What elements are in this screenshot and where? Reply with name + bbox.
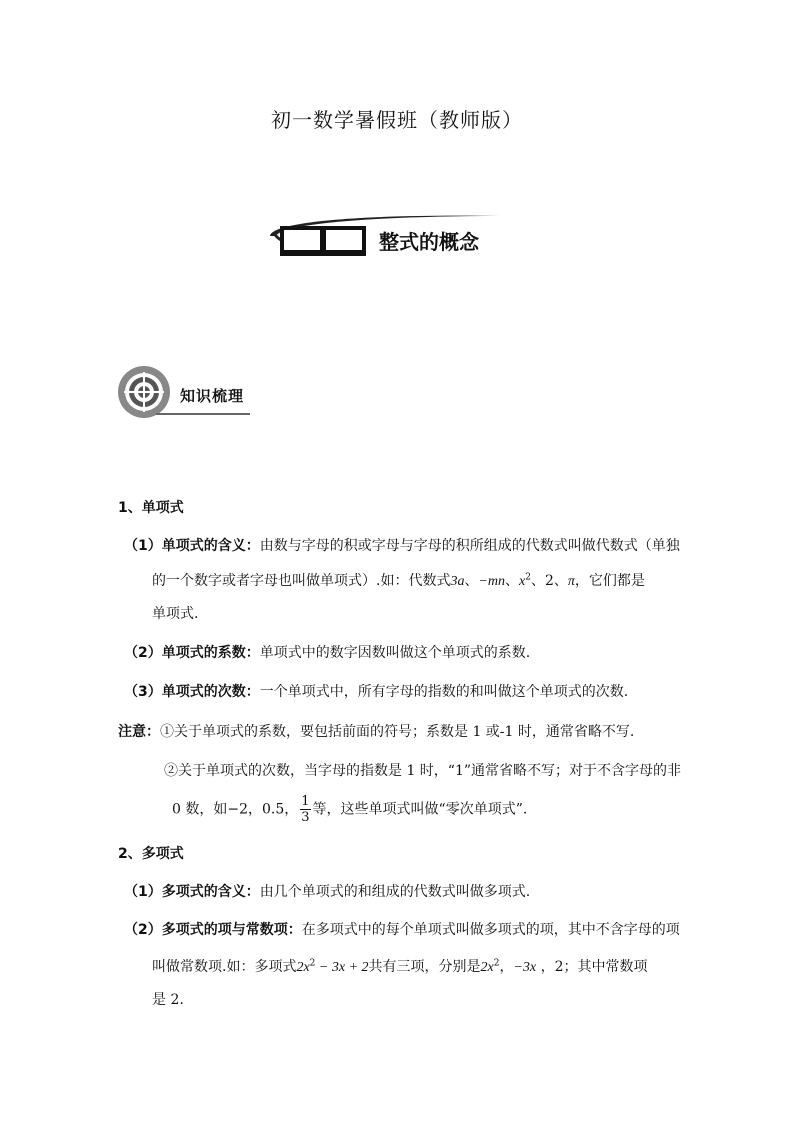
definition-text: 在多项式中的每个单项式叫做多项式的项，其中不含字母的项 (301, 922, 680, 938)
term-label: 单项式的系数： (161, 645, 260, 661)
chapter-title: 整式的概念 (379, 230, 479, 254)
separator: 、 (530, 573, 545, 589)
definition-text: ；其中常数项 (563, 959, 648, 975)
separator: ， (284, 801, 299, 818)
math-term: 2x (480, 960, 494, 975)
math-term: x (519, 574, 526, 589)
separator: ， (536, 959, 555, 975)
note-text: 等，这些单项式叫做“零次单项式”. (312, 801, 528, 818)
item-number: （3） (124, 684, 162, 700)
separator: ， (248, 801, 262, 818)
monomial-examples-line (152, 571, 645, 592)
monomial-coefficient (124, 643, 530, 663)
math-term: −2 (227, 801, 248, 818)
heading-monomial: 1、单项式 (118, 500, 184, 516)
definition-text: 叫做常数项.如：多项式 (152, 959, 297, 975)
term-label: 多项式的项与常数项： (161, 922, 302, 938)
definition-text: 共有三项，分别是 (368, 959, 481, 975)
monomial-definition-end: 单项式. (152, 606, 199, 622)
chapter-banner (262, 206, 512, 262)
definition-text: 的一个数字或者字母也叫做单项式）.如：代数式 (152, 573, 451, 589)
math-term: 2 (554, 959, 564, 975)
polynomial-terms (124, 920, 680, 940)
math-term: −mn (478, 574, 506, 589)
definition-text: ，它们都是 (574, 573, 645, 589)
separator: ， (499, 959, 514, 975)
note-text: 0 数，如 (172, 801, 228, 818)
note-text: ①关于单项式的系数，要包括前面的符号；系数是 1 或-1 时，通常省略不写. (160, 724, 635, 740)
separator: 、 (505, 573, 520, 589)
page-title: 初一数学暑假班（教师版） (271, 108, 523, 132)
definition-text: 单项式中的数字因数叫做这个单项式的系数. (259, 645, 531, 661)
term-label: 单项式的含义： (161, 538, 260, 554)
fraction-denominator: 3 (301, 810, 310, 825)
heading-polynomial: 2、多项式 (118, 846, 184, 862)
item-number: （2） (124, 922, 162, 938)
fraction (300, 794, 310, 825)
section-badge (116, 364, 256, 420)
exponent: 2 (309, 958, 316, 969)
math-term: − 3x + 2 (315, 960, 369, 975)
definition-text: 由几个单项式的和组成的代数式叫做多项式. (259, 884, 531, 900)
term-label: 单项式的次数： (161, 684, 260, 700)
exponent: 2 (493, 958, 500, 969)
separator: 、 (553, 573, 568, 589)
math-term: 2x (296, 960, 310, 975)
section-label: 知识梳理 (180, 387, 245, 405)
item-number: （2） (124, 645, 162, 661)
definition-text: 由数与字母的积或字母与字母的积所组成的代数式叫做代数式（单独 (259, 538, 680, 554)
separator: 、 (464, 573, 479, 589)
item-number: （1） (124, 538, 162, 554)
polynomial-definition (124, 882, 530, 902)
math-term: −3x (513, 960, 537, 975)
note-line-3 (172, 794, 527, 825)
monomial-definition (124, 536, 680, 556)
monomial-degree (124, 682, 628, 702)
note-line-1 (118, 722, 634, 742)
note-label: 注意： (118, 724, 160, 740)
math-term: π (567, 574, 575, 589)
math-term: 2 (544, 573, 554, 589)
note-line-2: ②关于单项式的次数，当字母的指数是 1 时，“1”通常省略不写；对于不含字母的非 (164, 763, 682, 779)
math-term: 3a (450, 574, 465, 589)
math-term: 0.5 (262, 801, 285, 818)
item-number: （1） (124, 884, 162, 900)
fraction-numerator: 1 (301, 794, 310, 809)
polynomial-example-line (152, 957, 648, 978)
definition-text: 一个单项式中，所有字母的指数的和叫做这个单项式的次数. (259, 684, 629, 700)
term-label: 多项式的含义： (161, 884, 260, 900)
polynomial-example-end: 是 2. (152, 992, 184, 1008)
exponent: 2 (525, 572, 531, 583)
